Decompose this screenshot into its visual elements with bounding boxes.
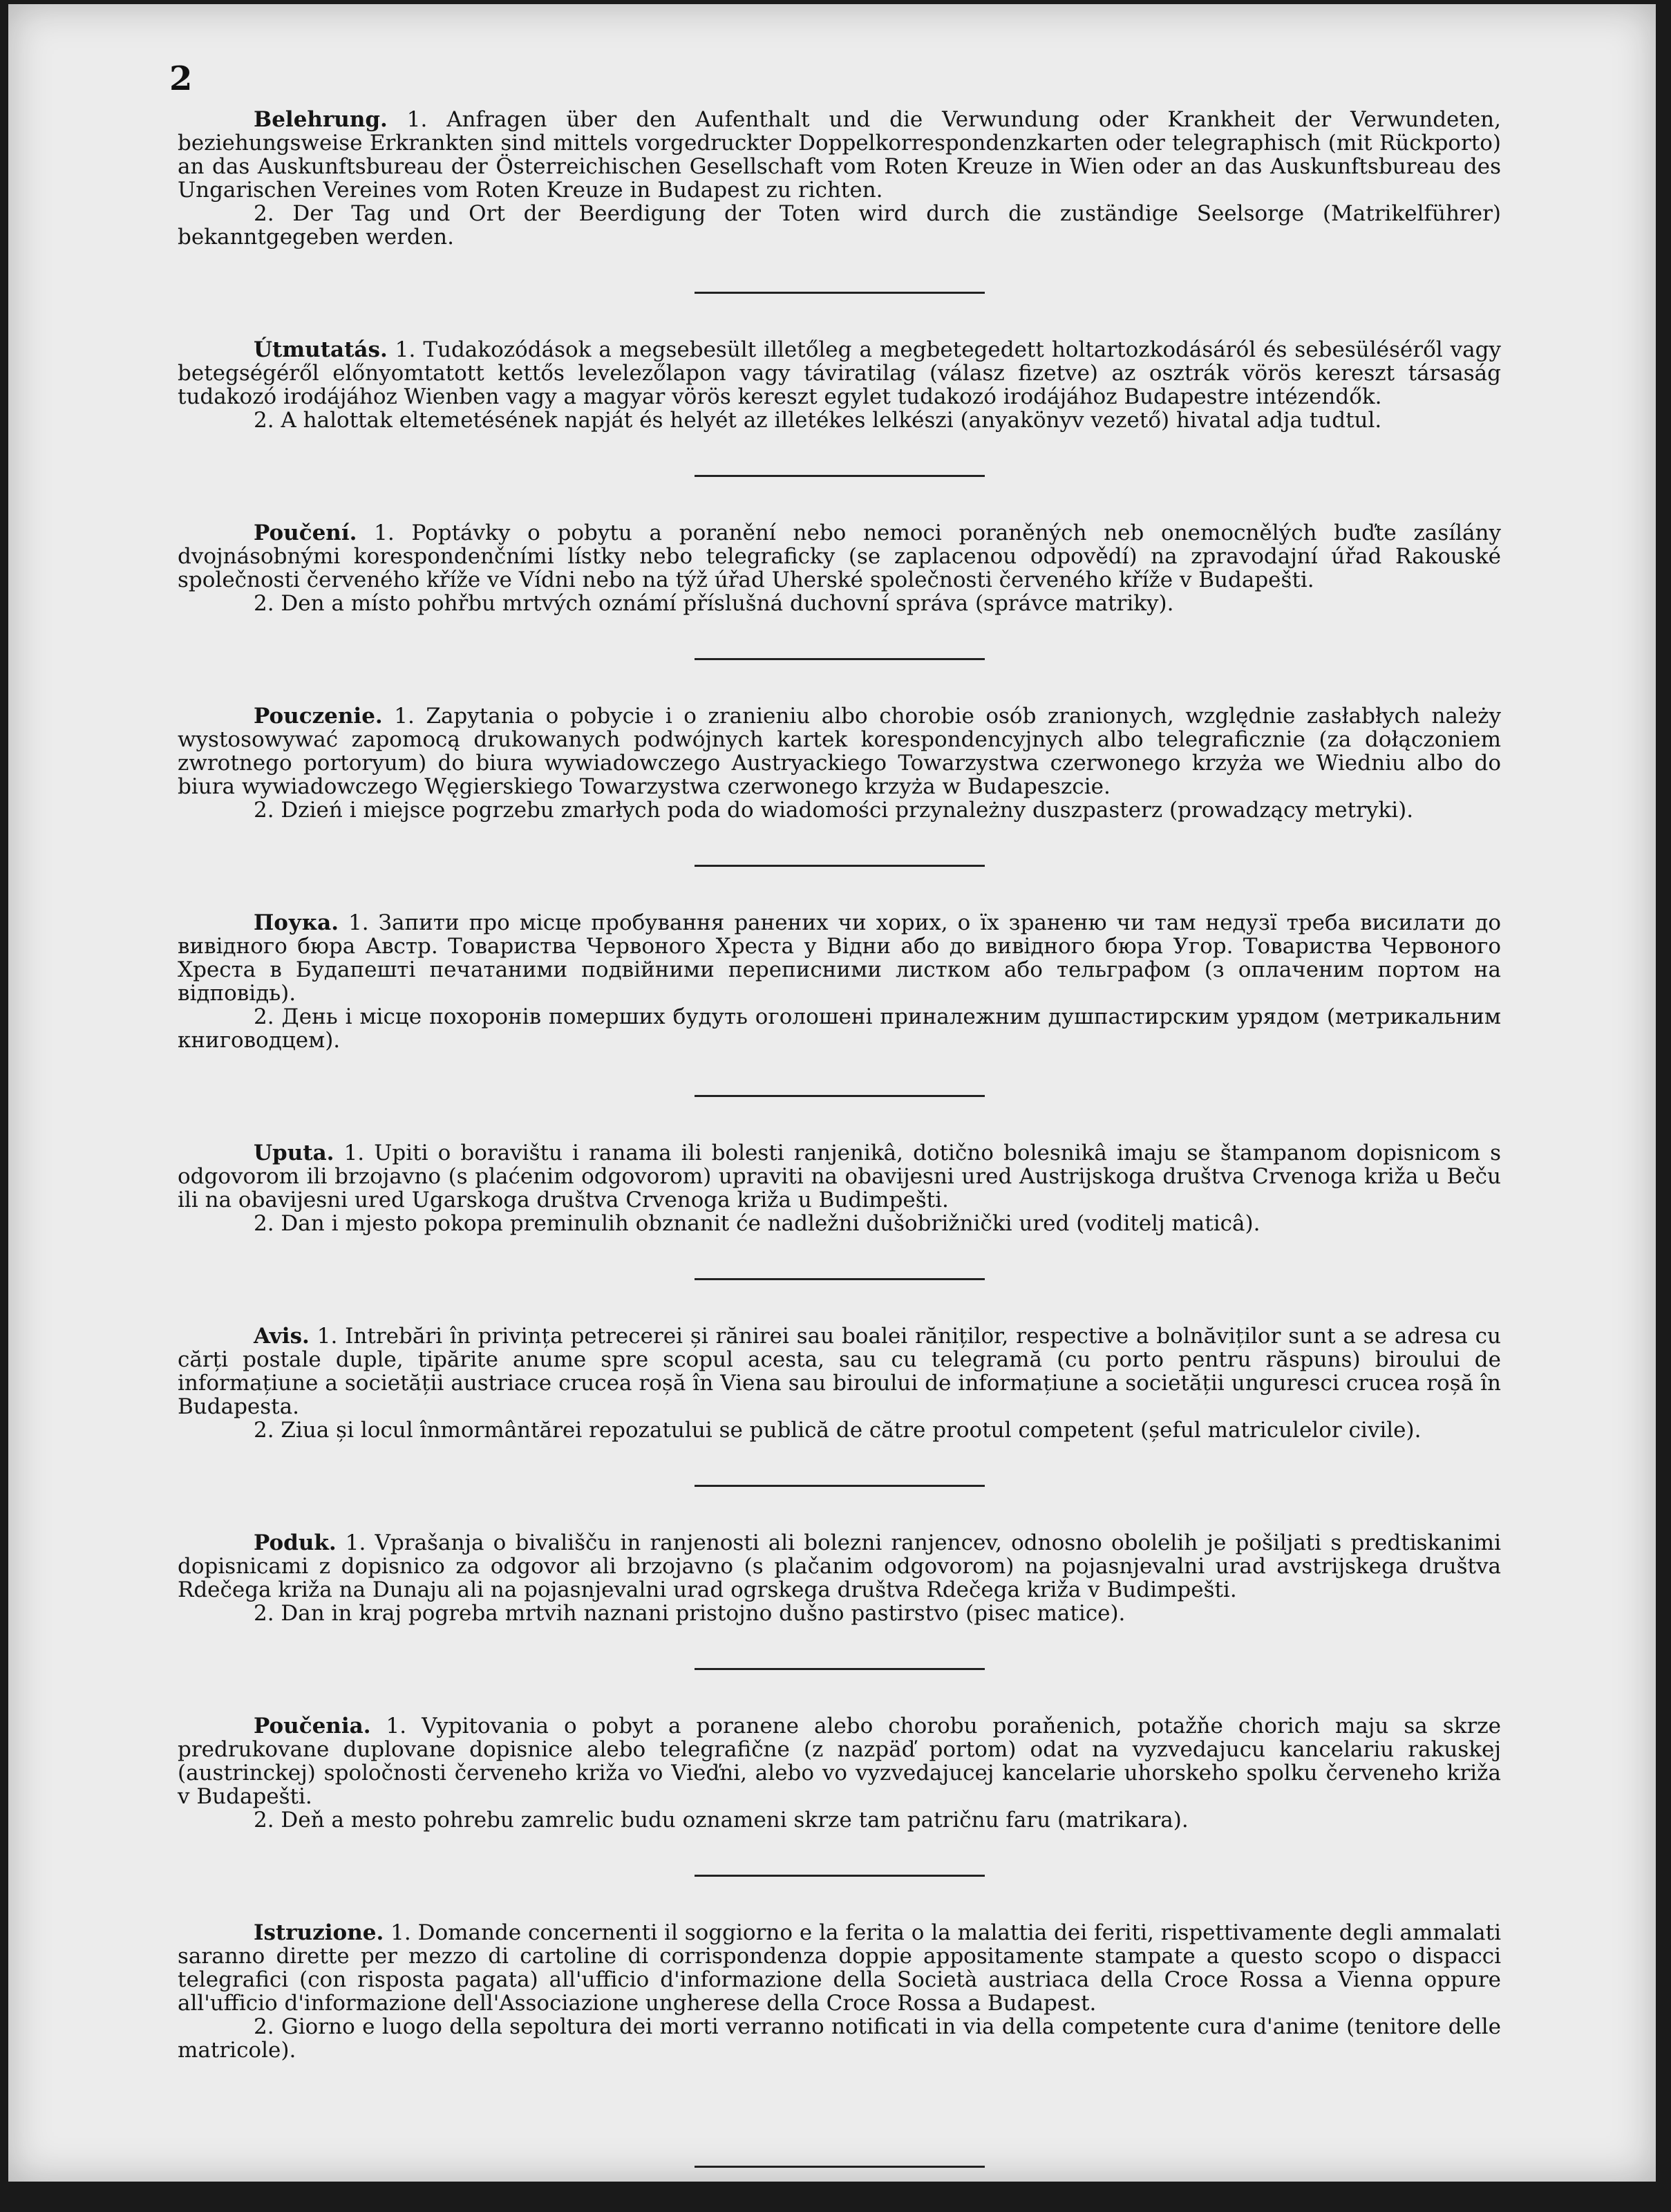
section-item-2: 2. Dzień i miejsce pogrzebu zmarłych poda do wiadomości przynależny duszpasterz (prowadzący metryki). — [254, 798, 1414, 823]
section-item-2: 2. Deň a mesto pohrebu zamrelic budu oznameni skrze tam patričnu faru (matrikara). — [254, 1808, 1189, 1833]
section-item-1: 1. Запити про місце пробування ранених чи хорих, о їх зраненю чи там недузї треба висилати до вивідного бюра Австр. Товариства Червоного Хреста у Відни або до вивідного бюра Угор. Товариства Червоного Хреста в Будапешті печатаними подвійними переписними листком або тельграфом (з оплаченим портом на відповідь). — [178, 910, 1502, 1006]
section-divider — [695, 1875, 985, 1877]
section-item-1: 1. Poptávky o pobytu a poranění nebo nemoci poraněných neb onemocnělých buďte zasílány dvojnásobnými korespondenčními lístky nebo telegraficky (se zaplacenou odpovědí) na zpravodajní úřad Rakouské společnosti červeného kříže ve Vídni nebo na týž úřad Uherské společnosti červeného kříže v Budapešti. — [178, 521, 1501, 592]
section-divider — [695, 2166, 985, 2168]
section-item-2: 2. День і місце похоронів померших будуть оголошені приналежним душпастирским урядом (метрикальним книговодцем). — [178, 1004, 1501, 1053]
section-heading: Pouczenie. — [254, 704, 383, 729]
section-divider — [695, 865, 985, 867]
section-item-1: 1. Vprašanja o bivališču in ranjenosti ali bolezni ranjencev, odnosno obolelih je pošiljati s predtiskanimi dopisnicami z dopisnico za odgovor ali brzojavno (s plačanim odgovorom) na pojasnjevalni urad avstrijskega društva Rdečega križa na Dunaju ali na pojasnjevalni urad ogrskega društva Rdečega križa v Budimpešti. — [178, 1530, 1501, 1602]
section-heading: Istruzione. — [254, 1920, 384, 1945]
section-slovenian — [178, 1531, 1501, 1625]
section-item-2: 2. Der Tag und Ort der Beerdigung der Toten wird durch die zuständige Seelsorge (Matrikelführer) bekanntgegeben werden. — [178, 201, 1501, 250]
section-divider — [695, 1485, 985, 1487]
section-croatian — [178, 1141, 1501, 1235]
section-item-1: 1. Anfragen über den Aufenthalt und die Verwundung oder Krankheit der Verwundeten, beziehungsweise Erkrankten sind mittels vorgedruckter Doppelkorrespondenzkarten oder telegraphisch (mit Rückporto) an das Auskunftsbureau der Österreichischen Gesellschaft vom Roten Kreuze in Wien oder an das Auskunftsbureau des Ungarischen Vereines vom Roten Kreuze in Budapest zu richten. — [178, 107, 1502, 203]
section-hungarian — [178, 338, 1501, 432]
document-page — [8, 4, 1656, 2182]
section-item-1: 1. Intrebări în privința petrecerei și rănirei sau boalei răniților, respective a bolnăviților sunt a se adresa cu cărți postale duple, tipărite anume spre scopul acesta, sau cu telegramă (cu porto pentru răspuns) biroului de informațiune a societății austriace crucea roșă în Viena sau biroului de informațiune a societății unguresci crucea roșă în Budapesta. — [178, 1324, 1501, 1419]
section-heading: Útmutatás. — [254, 337, 388, 362]
section-divider — [695, 658, 985, 660]
section-divider — [695, 1668, 985, 1670]
section-item-1: 1. Upiti o boravištu i ranama ili bolesti ranjenikâ, dotično bolesnikâ imaju se štampanom dopisnicom s odgovorom ili brzojavno (s plaćenim odgovorom) upraviti na obavijesni ured Austrijskoga društva Crvenoga križa u Beču ili na obavijesni ured Ugarskoga društva Crvenoga križa u Budimpešti. — [178, 1141, 1501, 1212]
section-divider — [695, 292, 985, 294]
section-item-2: 2. Dan in kraj pogreba mrtvih naznani pristojno dušno pastirstvo (pisec matice). — [254, 1601, 1126, 1626]
section-heading: Avis. — [254, 1324, 310, 1349]
section-heading: Поука. — [254, 910, 339, 935]
section-item-2: 2. Dan i mjesto pokopa preminulih obznanit će nadležni dušobrižnički ured (voditelj maticâ). — [254, 1211, 1261, 1236]
section-polish — [178, 704, 1501, 822]
page-number: 2 — [169, 59, 193, 98]
section-heading: Uputa. — [254, 1141, 334, 1165]
section-heading: Poučenia. — [254, 1714, 371, 1738]
section-slovak — [178, 1714, 1501, 1832]
section-item-1: 1. Zapytania o pobycie i o zranieniu albo chorobie osób zranionych, względnie zasłabłych należy wystosowywać zapomocą drukowanych podwójnych kartek korespondencyjnych albo telegraficznie (za dołączoniem zwrotnego portoryum) do biura wywiadowczego Austryackiego Towarzystwa czerwonego krzyża we Wiedniu albo do biura wywiadowczego Węgierskiego Towarzystwa czerwonego krzyża w Budapeszcie. — [178, 704, 1501, 799]
section-item-2: 2. Ziua și locul înmormântărei repozatului se publică de către prootul competent (șeful matriculelor civile). — [254, 1418, 1422, 1443]
section-romanian — [178, 1324, 1501, 1442]
section-item-1: 1. Vypitovania o pobyt a poranene alebo chorobu poraňenich, potažňe chorich maju sa skrze predrukovane duplovane dopisnice alebo telegrafične (z nazpäď portom) odat na vyzvedajucu kancelariu rakuskej (austrinckej) spoločnosti červeneho križa vo Vieďni, alebo vo vyzvedajucej kancelarie uhorskeho spolku červeneho križa v Budapešti. — [178, 1714, 1501, 1809]
section-heading: Poduk. — [254, 1530, 337, 1555]
section-divider — [695, 475, 985, 477]
section-ruthenian — [178, 911, 1501, 1052]
section-item-1: 1. Domande concernenti il soggiorno e la ferita o la malattia dei feriti, rispettivamente degli ammalati saranno dirette per mezzo di cartoline di corrispondenza doppie appositamente stampate a questo scopo o dispacci telegrafici (con risposta pagata) all'ufficio d'informazione della Società austriaca della Croce Rossa a Vienna oppure all'ufficio d'informazione dell'Associazione ungherese della Croce Rossa a Budapest. — [178, 1920, 1501, 2016]
section-item-1: 1. Tudakozódások a megsebesült illetőleg a megbetegedett holtartozkodásáról és sebesüléséről vagy betegségéről előnyomtatott kettős levelezőlapon vagy táviratilag (válasz fizetve) az osztrák vörös kereszt társaság tudakozó irodájához Wienben vagy a magyar vörös kereszt egylet tudakozó irodájához Budapestre intézendők. — [178, 337, 1501, 409]
section-item-2: 2. Giorno e luogo della sepoltura dei morti verranno notificati in via della competente cura d'anime (tenitore delle matricole). — [178, 2014, 1501, 2063]
section-heading: Poučení. — [254, 521, 357, 545]
section-italian — [178, 1921, 1501, 2062]
section-german — [178, 108, 1501, 249]
instructions-content — [178, 108, 1501, 2212]
section-item-2: 2. A halottak eltemetésének napját és helyét az illetékes lelkészi (anyakönyv vezető) hivatal adja tudtul. — [254, 408, 1382, 433]
section-item-2: 2. Den a místo pohřbu mrtvých oznámí příslušná duchovní správa (správce matriky). — [254, 591, 1174, 616]
section-czech — [178, 521, 1501, 615]
section-divider — [695, 1095, 985, 1097]
section-heading: Belehrung. — [254, 107, 388, 132]
section-divider — [695, 1278, 985, 1280]
